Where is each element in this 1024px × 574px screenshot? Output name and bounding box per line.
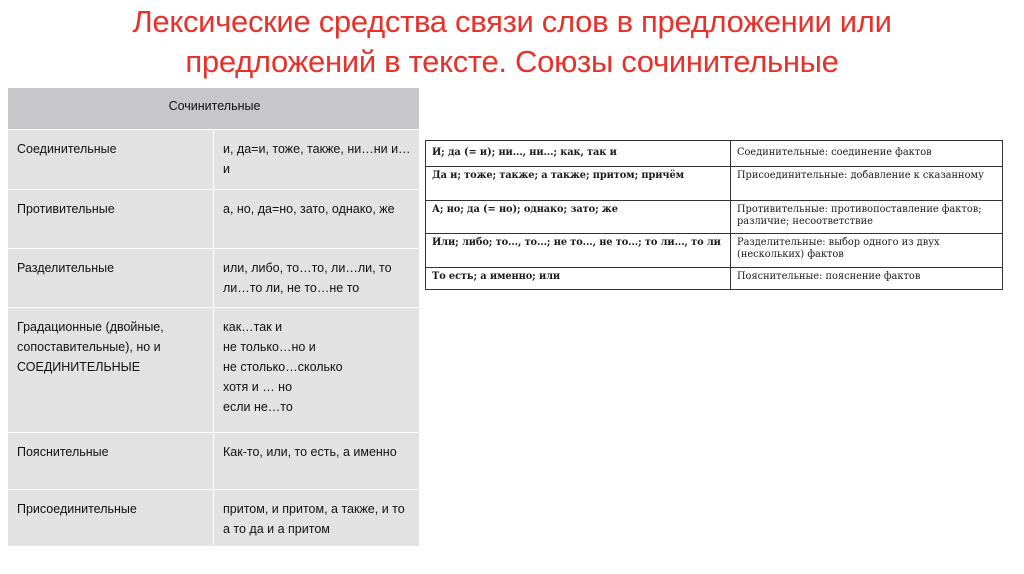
table-row <box>426 268 1003 290</box>
conjunction-type: Присоединительные <box>8 490 214 547</box>
conjunction-list: Или; либо; то..., то...; не то..., не то...; то ли..., то ли <box>426 234 731 268</box>
conjunction-meaning: Присоединительные: добавление к сказанному <box>731 167 1003 201</box>
conjunction-list: И; да (= и); ни..., ни...; как, так и <box>426 141 731 167</box>
conjunction-meaning: Соединительные: соединение фактов <box>731 141 1003 167</box>
slide-title <box>20 2 1004 82</box>
table-row <box>426 167 1003 201</box>
table-header-row <box>8 88 420 130</box>
conjunction-list: То есть; а именно; или <box>426 268 731 290</box>
table-row <box>426 234 1003 268</box>
title-line-1: Лексические средства связи слов в предложении или <box>132 4 892 39</box>
conjunction-type: Пояснительные <box>8 433 214 490</box>
conjunction-examples: и, да=и, тоже, также, ни…ни и…и <box>214 130 420 190</box>
conjunction-examples: или, либо, то…то, ли…ли, то ли…то ли, не то…не то <box>214 249 420 308</box>
table-row <box>426 201 1003 234</box>
conjunction-examples: притом, и притом, а также, и то а то да и а притом <box>214 490 420 547</box>
scanned-conjunctions-table <box>425 140 1003 290</box>
table-row <box>8 249 420 308</box>
table-row <box>8 308 420 433</box>
conjunctions-table <box>7 87 420 547</box>
conjunction-type: Противительные <box>8 190 214 249</box>
conjunction-type: Соединительные <box>8 130 214 190</box>
conjunction-examples: а, но, да=но, зато, однако, же <box>214 190 420 249</box>
conjunction-type: Градационные (двойные, сопоставительные), но и СОЕДИНИТЕЛЬНЫЕ <box>8 308 214 433</box>
table-row <box>426 141 1003 167</box>
table-row <box>8 433 420 490</box>
conjunction-list: А; но; да (= но); однако; зато; же <box>426 201 731 234</box>
conjunction-examples: Как-то, или, то есть, а именно <box>214 433 420 490</box>
table-header: Сочинительные <box>8 88 420 130</box>
conjunction-examples: как…так и не только…но и не столько…сколько хотя и … но если не…то <box>214 308 420 433</box>
conjunction-type: Разделительные <box>8 249 214 308</box>
conjunction-meaning: Пояснительные: пояснение фактов <box>731 268 1003 290</box>
title-line-2: предложений в тексте. Союзы сочинительные <box>185 44 839 79</box>
conjunction-meaning: Противительные: противопоставление фактов; различие; несоответствие <box>731 201 1003 234</box>
conjunction-meaning: Разделительные: выбор одного из двух (нескольких) фактов <box>731 234 1003 268</box>
conjunction-list: Да и; тоже; также; а также; притом; причём <box>426 167 731 201</box>
table-row <box>8 490 420 547</box>
table-row <box>8 190 420 249</box>
table-row <box>8 130 420 190</box>
